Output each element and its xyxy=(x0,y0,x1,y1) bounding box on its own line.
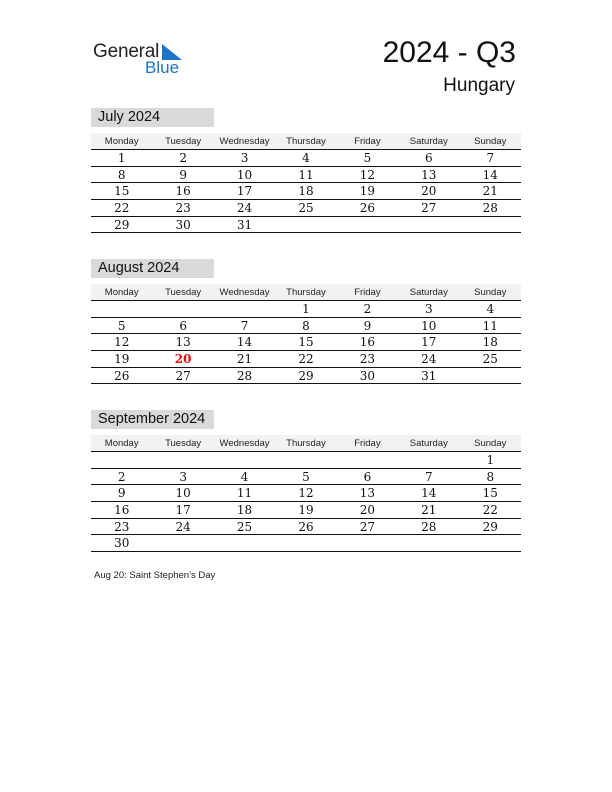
day-cell: 11 xyxy=(460,317,521,334)
day-cell: 23 xyxy=(152,200,213,217)
day-cell: 29 xyxy=(275,367,336,384)
week-row xyxy=(91,166,521,183)
day-cell: 30 xyxy=(91,535,152,552)
day-cell xyxy=(460,367,521,384)
day-cell: 4 xyxy=(275,150,336,167)
day-cell xyxy=(91,301,152,318)
calendar-table xyxy=(91,435,521,552)
day-cell: 5 xyxy=(337,150,398,167)
weekday-header: Monday xyxy=(91,284,152,301)
page-title: 2024 - Q3 xyxy=(382,36,516,69)
day-cell: 3 xyxy=(398,301,459,318)
weekday-header: Sunday xyxy=(460,284,521,301)
day-cell xyxy=(398,216,459,233)
weekday-header: Saturday xyxy=(398,284,459,301)
day-cell: 27 xyxy=(398,200,459,217)
generalblue-logo xyxy=(93,40,193,80)
holiday-note: Aug 20: Saint Stephen’s Day xyxy=(94,570,216,581)
day-cell: 8 xyxy=(91,166,152,183)
day-cell: 26 xyxy=(337,200,398,217)
day-cell: 12 xyxy=(275,485,336,502)
day-cell xyxy=(214,535,275,552)
day-cell: 20 xyxy=(337,502,398,519)
weekday-header-row xyxy=(91,133,521,150)
day-cell: 14 xyxy=(214,334,275,351)
day-cell: 16 xyxy=(91,502,152,519)
day-cell: 18 xyxy=(214,502,275,519)
weekday-header: Wednesday xyxy=(214,133,275,150)
day-cell: 17 xyxy=(152,502,213,519)
logo-general-text: General xyxy=(93,41,160,62)
day-cell xyxy=(337,452,398,469)
day-cell: 4 xyxy=(460,301,521,318)
day-cell: 4 xyxy=(214,468,275,485)
month-label: September 2024 xyxy=(91,410,214,429)
day-cell: 23 xyxy=(91,518,152,535)
day-cell: 28 xyxy=(214,367,275,384)
day-cell: 2 xyxy=(91,468,152,485)
day-cell: 3 xyxy=(152,468,213,485)
day-cell: 24 xyxy=(398,351,459,368)
day-cell xyxy=(337,216,398,233)
day-cell: 15 xyxy=(460,485,521,502)
day-cell: 21 xyxy=(460,183,521,200)
weekday-header: Friday xyxy=(337,435,398,452)
day-cell: 20 xyxy=(398,183,459,200)
day-cell: 5 xyxy=(91,317,152,334)
day-cell: 19 xyxy=(91,351,152,368)
weekday-header: Monday xyxy=(91,133,152,150)
day-cell: 30 xyxy=(152,216,213,233)
month-label: July 2024 xyxy=(91,108,214,127)
day-cell: 26 xyxy=(91,367,152,384)
month-block-july xyxy=(91,108,521,233)
day-cell: 23 xyxy=(337,351,398,368)
day-cell: 1 xyxy=(91,150,152,167)
day-cell xyxy=(398,535,459,552)
day-cell: 8 xyxy=(275,317,336,334)
day-cell: 16 xyxy=(152,183,213,200)
day-cell: 14 xyxy=(398,485,459,502)
month-label: August 2024 xyxy=(91,259,214,278)
day-cell: 19 xyxy=(275,502,336,519)
week-row xyxy=(91,367,521,384)
day-cell: 6 xyxy=(337,468,398,485)
week-row xyxy=(91,502,521,519)
day-cell: 22 xyxy=(91,200,152,217)
day-cell xyxy=(275,216,336,233)
month-block-august xyxy=(91,259,521,384)
day-cell xyxy=(214,301,275,318)
week-row xyxy=(91,535,521,552)
day-cell xyxy=(460,535,521,552)
day-cell: 15 xyxy=(275,334,336,351)
weekday-header-row xyxy=(91,284,521,301)
day-cell xyxy=(152,535,213,552)
day-cell: 13 xyxy=(152,334,213,351)
day-cell xyxy=(460,216,521,233)
weekday-header: Tuesday xyxy=(152,284,213,301)
week-row xyxy=(91,452,521,469)
day-cell: 22 xyxy=(275,351,336,368)
day-cell: 5 xyxy=(275,468,336,485)
day-cell: 27 xyxy=(337,518,398,535)
day-cell: 16 xyxy=(337,334,398,351)
day-cell: 1 xyxy=(460,452,521,469)
week-row xyxy=(91,183,521,200)
week-row xyxy=(91,301,521,318)
day-cell: 10 xyxy=(152,485,213,502)
day-cell: 13 xyxy=(337,485,398,502)
day-cell: 29 xyxy=(460,518,521,535)
day-cell: 15 xyxy=(91,183,152,200)
day-cell: 14 xyxy=(460,166,521,183)
day-cell xyxy=(337,535,398,552)
day-cell: 31 xyxy=(398,367,459,384)
day-cell xyxy=(214,452,275,469)
weekday-header: Monday xyxy=(91,435,152,452)
day-cell: 18 xyxy=(275,183,336,200)
day-cell: 27 xyxy=(152,367,213,384)
week-row xyxy=(91,468,521,485)
day-cell: 13 xyxy=(398,166,459,183)
day-cell: 3 xyxy=(214,150,275,167)
weekday-header: Thursday xyxy=(275,284,336,301)
calendar-table xyxy=(91,284,521,384)
weekday-header: Tuesday xyxy=(152,133,213,150)
day-cell: 7 xyxy=(460,150,521,167)
day-cell: 11 xyxy=(214,485,275,502)
day-cell: 24 xyxy=(214,200,275,217)
day-cell: 9 xyxy=(337,317,398,334)
weekday-header: Wednesday xyxy=(214,435,275,452)
day-cell xyxy=(91,452,152,469)
day-cell: 19 xyxy=(337,183,398,200)
weekday-header: Sunday xyxy=(460,133,521,150)
day-cell: 7 xyxy=(214,317,275,334)
month-block-september xyxy=(91,410,521,552)
day-cell: 22 xyxy=(460,502,521,519)
week-row xyxy=(91,200,521,217)
weekday-header-row xyxy=(91,435,521,452)
day-cell: 21 xyxy=(398,502,459,519)
day-cell: 2 xyxy=(337,301,398,318)
day-cell: 30 xyxy=(337,367,398,384)
day-cell: 1 xyxy=(275,301,336,318)
day-cell: 31 xyxy=(214,216,275,233)
week-row xyxy=(91,518,521,535)
day-cell xyxy=(398,452,459,469)
day-cell xyxy=(275,535,336,552)
calendar-table xyxy=(91,133,521,233)
day-cell xyxy=(275,452,336,469)
day-cell: 6 xyxy=(152,317,213,334)
weekday-header: Wednesday xyxy=(214,284,275,301)
holiday-day-cell: 20 xyxy=(152,351,213,368)
day-cell: 28 xyxy=(398,518,459,535)
weekday-header: Saturday xyxy=(398,133,459,150)
day-cell: 26 xyxy=(275,518,336,535)
day-cell: 17 xyxy=(214,183,275,200)
day-cell: 6 xyxy=(398,150,459,167)
weekday-header: Thursday xyxy=(275,435,336,452)
day-cell: 12 xyxy=(91,334,152,351)
weekday-header: Thursday xyxy=(275,133,336,150)
day-cell: 18 xyxy=(460,334,521,351)
weekday-header: Friday xyxy=(337,133,398,150)
week-row xyxy=(91,351,521,368)
day-cell: 7 xyxy=(398,468,459,485)
day-cell: 25 xyxy=(460,351,521,368)
day-cell xyxy=(152,301,213,318)
day-cell: 2 xyxy=(152,150,213,167)
weekday-header: Saturday xyxy=(398,435,459,452)
day-cell: 24 xyxy=(152,518,213,535)
week-row xyxy=(91,150,521,167)
day-cell: 25 xyxy=(214,518,275,535)
week-row xyxy=(91,485,521,502)
day-cell xyxy=(152,452,213,469)
week-row xyxy=(91,216,521,233)
day-cell: 8 xyxy=(460,468,521,485)
day-cell: 21 xyxy=(214,351,275,368)
day-cell: 9 xyxy=(152,166,213,183)
day-cell: 17 xyxy=(398,334,459,351)
week-row xyxy=(91,334,521,351)
day-cell: 9 xyxy=(91,485,152,502)
day-cell: 11 xyxy=(275,166,336,183)
weekday-header: Tuesday xyxy=(152,435,213,452)
day-cell: 10 xyxy=(214,166,275,183)
logo-blue-text: Blue xyxy=(145,58,180,77)
day-cell: 10 xyxy=(398,317,459,334)
day-cell: 12 xyxy=(337,166,398,183)
week-row xyxy=(91,317,521,334)
weekday-header: Sunday xyxy=(460,435,521,452)
day-cell: 29 xyxy=(91,216,152,233)
weekday-header: Friday xyxy=(337,284,398,301)
country-name: Hungary xyxy=(443,75,515,96)
day-cell: 25 xyxy=(275,200,336,217)
day-cell: 28 xyxy=(460,200,521,217)
